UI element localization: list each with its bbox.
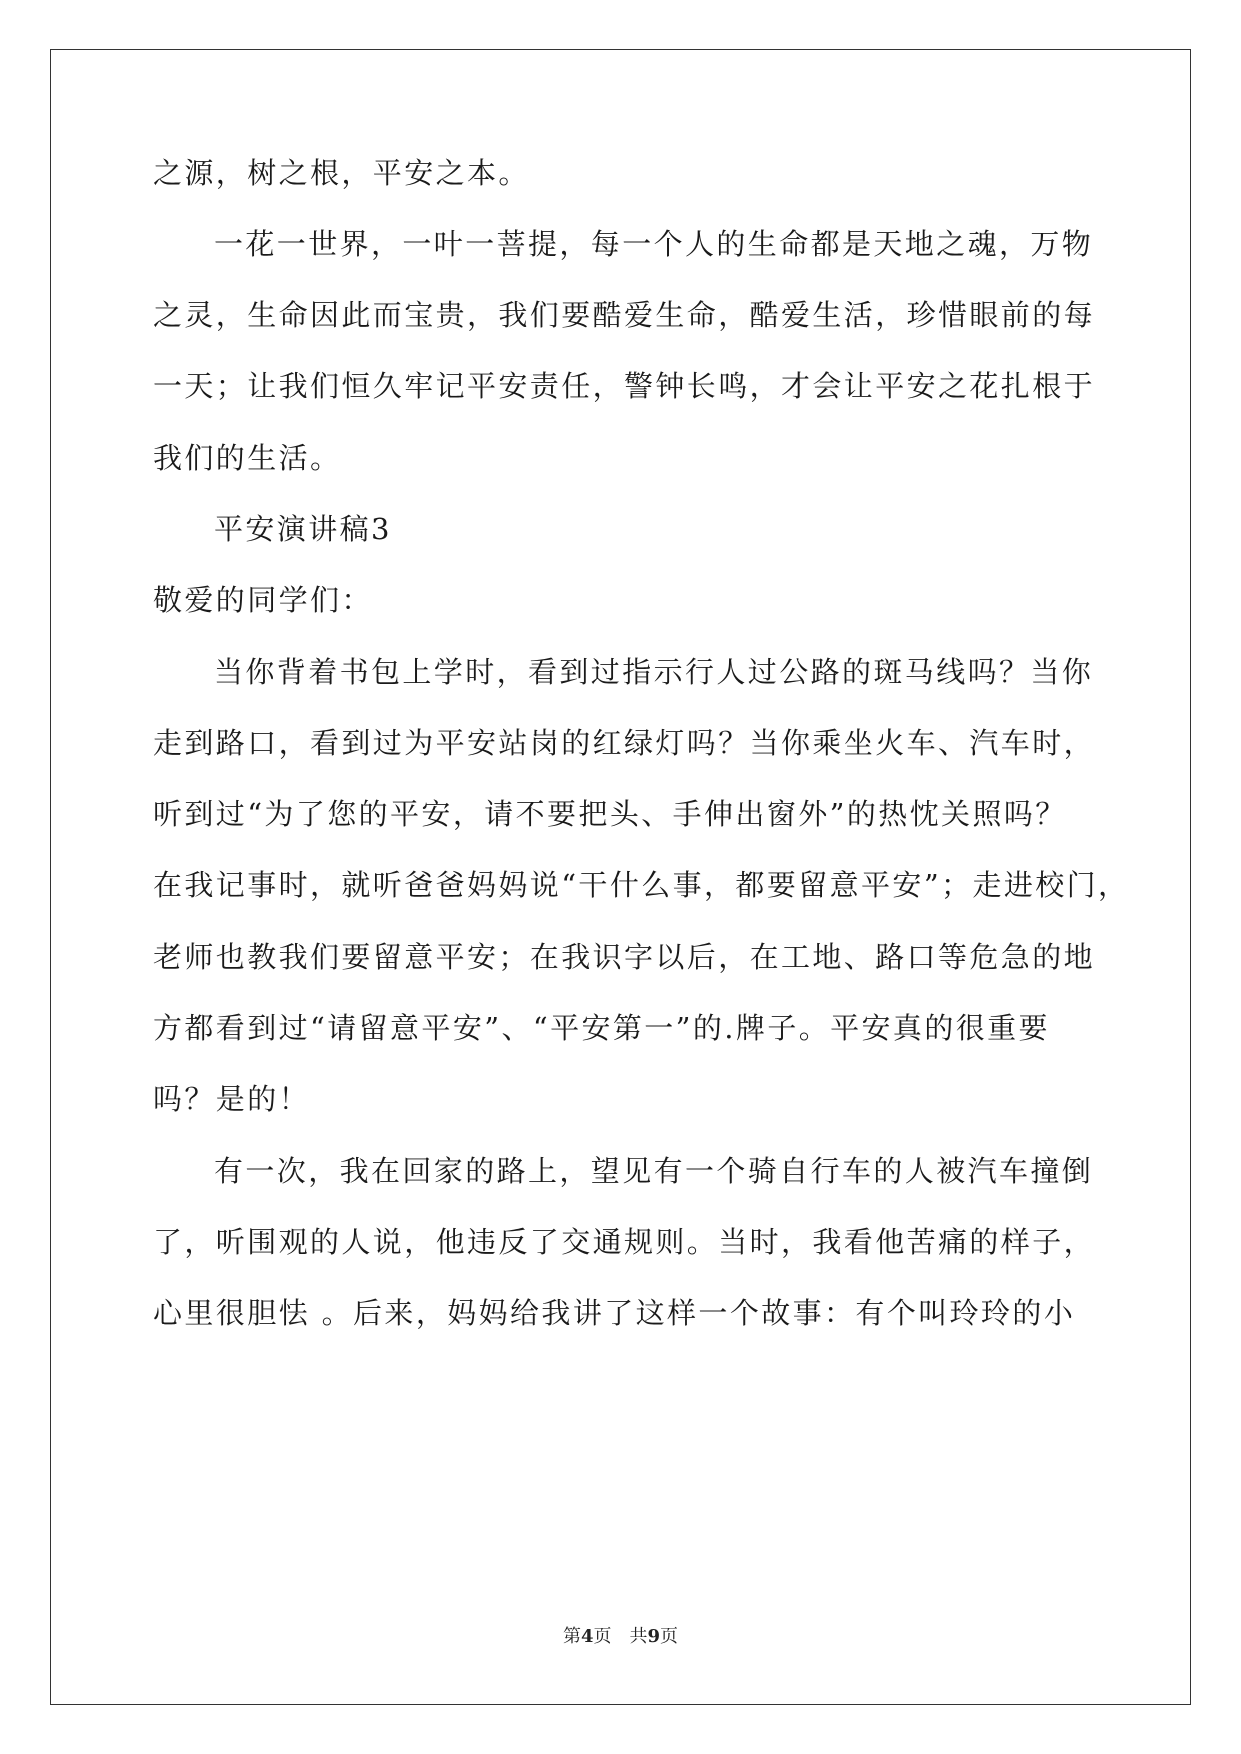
page-total: 9 — [647, 1626, 661, 1647]
page-suffix: 页 — [660, 1626, 679, 1647]
page-prefix: 第 — [562, 1626, 581, 1647]
text-line-14: 吗？是的！ — [153, 1082, 311, 1116]
text-line-10: 听到过“为了您的平安，请不要把头、手伸出窗外”的热忱关照吗？ — [153, 797, 1067, 831]
page-current: 4 — [580, 1626, 594, 1647]
text-line-5: 我们的生活。 — [153, 441, 342, 475]
page-mid: 页 共 — [593, 1626, 648, 1647]
text-line-9: 走到路口，看到过为平安站岗的红绿灯吗？当你乘坐火车、汽车时， — [153, 726, 1096, 760]
text-line-8: 当你背着书包上学时，看到过指示行人过公路的斑马线吗？当你 — [214, 655, 1094, 689]
text-line-2: 一花一世界，一叶一菩提，每一个人的生命都是天地之魂，万物 — [214, 227, 1094, 261]
text-line-12: 老师也教我们要留意平安；在我识字以后，在工地、路口等危急的地 — [153, 940, 1096, 974]
text-line-17: 心里很胆怯 。后来，妈妈给我讲了这样一个故事：有个叫玲玲的小 — [153, 1296, 1076, 1330]
text-line-15: 有一次，我在回家的路上，望见有一个骑自行车的人被汽车撞倒 — [214, 1154, 1094, 1188]
text-line-4: 一天；让我们恒久牢记平安责任，警钟长鸣，才会让平安之花扎根于 — [153, 369, 1096, 403]
salutation: 敬爱的同学们： — [153, 583, 373, 617]
text-line-3: 之灵，生命因此而宝贵，我们要酷爱生命，酷爱生活，珍惜眼前的每 — [153, 298, 1096, 332]
page-footer — [0, 1626, 1241, 1648]
text-line-13: 方都看到过“请留意平安”、“平安第一”的.牌子。平安真的很重要 — [153, 1011, 1050, 1045]
text-line-11: 在我记事时，就听爸爸妈妈说“干什么事，都要留意平安”；走进校门， — [153, 868, 1130, 902]
text-line-16: 了，听围观的人说，他违反了交通规则。当时，我看他苦痛的样子， — [153, 1225, 1096, 1259]
text-line-1: 之源，树之根，平安之本。 — [153, 156, 530, 190]
section-heading: 平安演讲稿3 — [214, 512, 392, 546]
